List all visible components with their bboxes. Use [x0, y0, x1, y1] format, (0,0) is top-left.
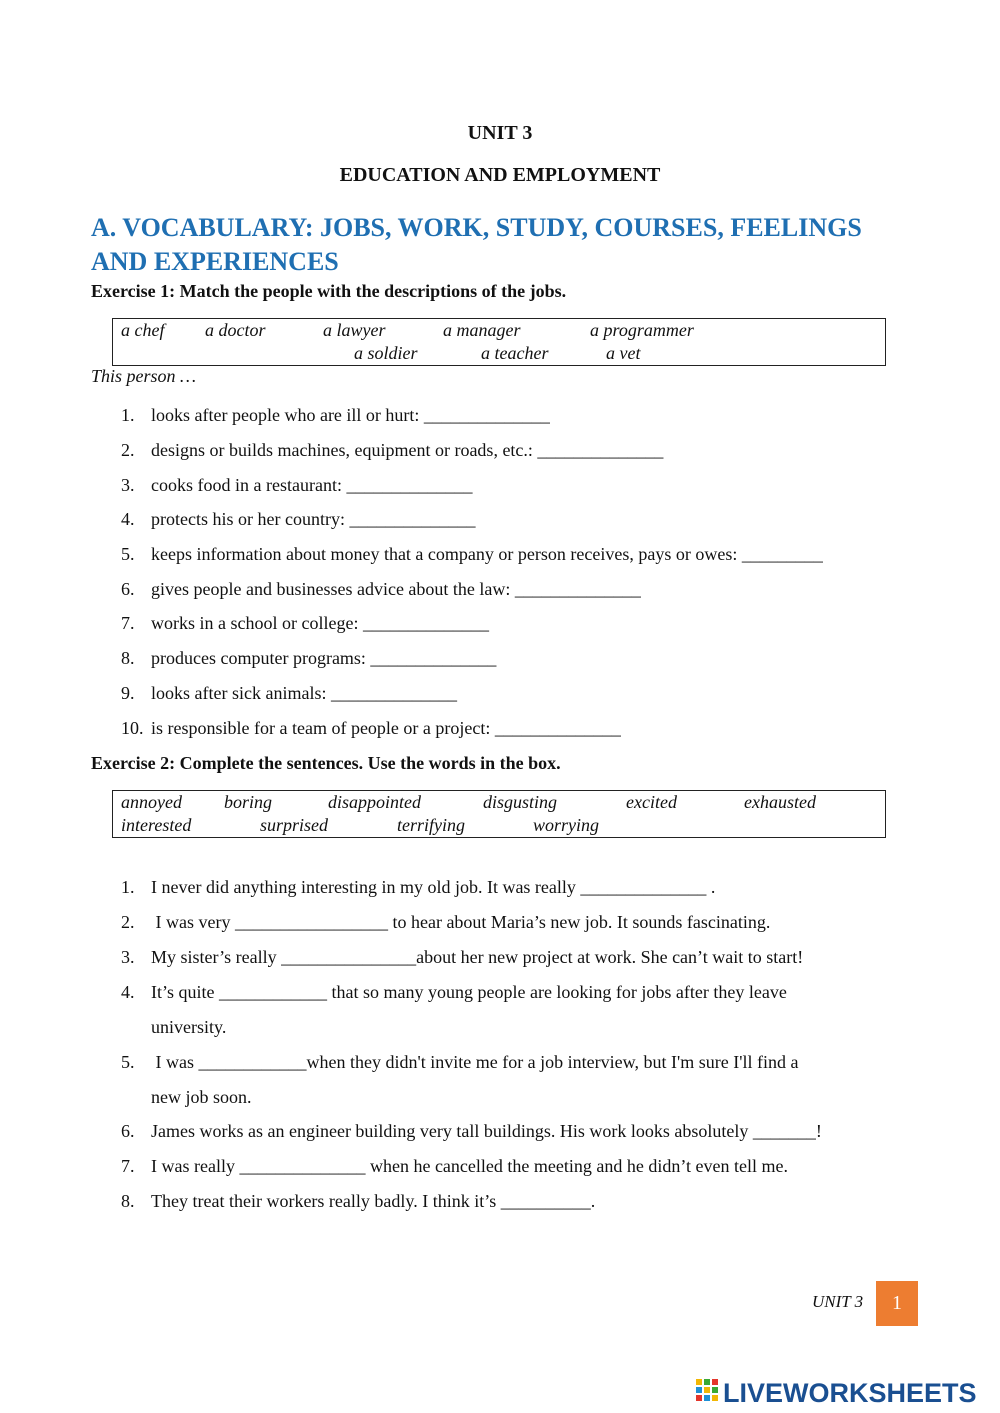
exercise-2-word-box — [112, 790, 886, 838]
list-item — [121, 544, 823, 565]
item-text: They treat their workers really badly. I think it’s __________. — [151, 1191, 596, 1211]
list-item — [121, 718, 621, 739]
word-exhausted: exhausted — [744, 792, 816, 812]
item-text: I was very _________________ to hear about Maria’s new job. It sounds fascinating. — [151, 912, 771, 932]
item-text: gives people and businesses advice about the law: ______________ — [151, 579, 641, 599]
list-item — [121, 947, 803, 968]
word-manager: a manager — [443, 320, 521, 340]
item-number: 4. — [121, 982, 135, 1002]
item-number: 5. — [121, 544, 135, 564]
item-number: 2. — [121, 912, 135, 932]
item-number: 3. — [121, 947, 135, 967]
word-surprised: surprised — [260, 815, 329, 835]
list-item-continuation — [121, 1017, 226, 1038]
item-number: 7. — [121, 1156, 135, 1176]
word-annoyed: annoyed — [121, 792, 182, 812]
list-item — [121, 982, 787, 1003]
item-number: 5. — [121, 1052, 135, 1072]
item-number: 9. — [121, 683, 135, 703]
word-interested: interested — [121, 815, 192, 835]
exercise-1-lead: This person … — [91, 366, 197, 386]
list-item — [121, 912, 770, 933]
word-vet: a vet — [606, 343, 641, 363]
liveworksheets-logo-text: LIVEWORKSHEETS — [723, 1377, 977, 1408]
list-item — [121, 475, 472, 496]
liveworksheets-logo — [696, 1376, 977, 1410]
word-boring: boring — [224, 792, 273, 812]
page-number-badge: 1 — [876, 1281, 918, 1326]
item-number: 1. — [121, 877, 135, 897]
section-heading: A. VOCABULARY: JOBS, WORK, STUDY, COURSES, FEELINGS AND EXPERIENCES — [91, 213, 862, 276]
item-number: 10. — [121, 718, 144, 738]
list-item — [121, 509, 475, 530]
list-item — [121, 1052, 798, 1073]
item-text: I never did anything interesting in my old job. It was really ______________ . — [151, 877, 716, 897]
list-item — [121, 1156, 788, 1177]
item-text: works in a school or college: ______________ — [151, 613, 489, 633]
word-disappointed: disappointed — [328, 792, 421, 812]
item-text: university. — [151, 1017, 227, 1037]
word-worrying: worrying — [533, 815, 600, 835]
item-number: 6. — [121, 579, 135, 599]
item-number: 4. — [121, 509, 135, 529]
item-text: looks after sick animals: ______________ — [151, 683, 457, 703]
item-text: produces computer programs: ______________ — [151, 648, 497, 668]
word-terrifying: terrifying — [397, 815, 465, 835]
item-number: 7. — [121, 613, 135, 633]
item-text: James works as an engineer building very tall buildings. His work looks absolutely _______! — [151, 1121, 822, 1141]
item-text: I was ____________when they didn't invite me for a job interview, but I'm sure I'll find a — [151, 1052, 799, 1072]
item-number: 6. — [121, 1121, 135, 1141]
item-text: new job soon. — [151, 1087, 252, 1107]
word-chef: a chef — [121, 320, 165, 340]
word-soldier: a soldier — [354, 343, 418, 363]
item-text: keeps information about money that a company or person receives, pays or owes: _________ — [151, 544, 823, 564]
unit-title: UNIT 3 — [467, 122, 533, 144]
exercise-1-heading: Exercise 1: Match the people with the descriptions of the jobs. — [91, 281, 567, 301]
word-excited: excited — [626, 792, 677, 812]
list-item — [121, 440, 663, 461]
list-item — [121, 683, 457, 704]
word-programmer: a programmer — [590, 320, 694, 340]
list-item — [121, 579, 641, 600]
word-disgusting: disgusting — [483, 792, 558, 812]
item-text: My sister’s really _______________about her new project at work. She can’t wait to start! — [151, 947, 804, 967]
item-number: 8. — [121, 1191, 135, 1211]
word-doctor: a doctor — [205, 320, 266, 340]
item-text: looks after people who are ill or hurt: ______________ — [151, 405, 550, 425]
item-text: cooks food in a restaurant: ______________ — [151, 475, 473, 495]
exercise-1-word-box — [112, 318, 886, 366]
word-teacher: a teacher — [481, 343, 549, 363]
item-text: I was really ______________ when he cancelled the meeting and he didn’t even tell me. — [151, 1156, 788, 1176]
list-item — [121, 1191, 595, 1212]
item-number: 8. — [121, 648, 135, 668]
item-number: 2. — [121, 440, 135, 460]
list-item — [121, 405, 550, 426]
item-text: It’s quite ____________ that so many young people are looking for jobs after they leave — [151, 982, 787, 1002]
item-number: 1. — [121, 405, 135, 425]
exercise-2-heading: Exercise 2: Complete the sentences. Use the words in the box. — [91, 753, 561, 773]
item-text: is responsible for a team of people or a project: ______________ — [151, 718, 621, 738]
list-item — [121, 613, 489, 634]
item-number: 3. — [121, 475, 135, 495]
unit-subtitle: EDUCATION AND EMPLOYMENT — [339, 164, 661, 186]
item-text: protects his or her country: ______________ — [151, 509, 476, 529]
liveworksheets-logo-icon — [696, 1379, 720, 1407]
footer-unit-label: UNIT 3 — [812, 1292, 864, 1311]
list-item — [121, 648, 496, 669]
item-text: designs or builds machines, equipment or roads, etc.: ______________ — [151, 440, 664, 460]
list-item — [121, 1121, 822, 1142]
list-item-continuation — [121, 1087, 252, 1108]
word-lawyer: a lawyer — [323, 320, 386, 340]
list-item — [121, 877, 715, 898]
